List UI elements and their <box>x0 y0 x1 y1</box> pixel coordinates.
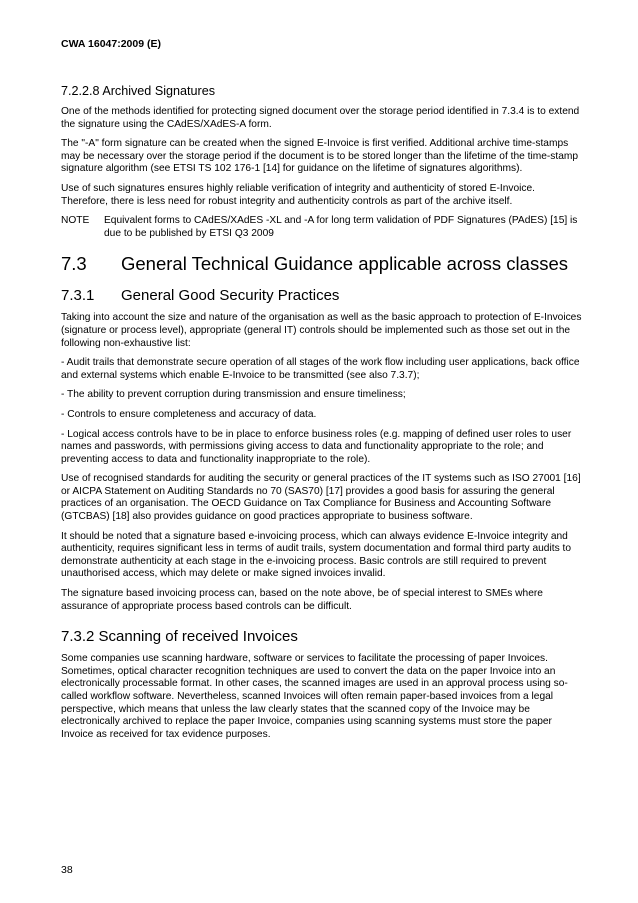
note-text: Equivalent forms to CAdES/XAdES -XL and -A for long term validation of PDF Signatures (PAdES) [15] is due to be published by ETSI Q3 2009 <box>104 215 578 239</box>
list-item-prevent-corruption: - The ability to prevent corruption during transmission and ensure timeliness; <box>61 389 406 401</box>
section-731-paragraph-4: The signature based invoicing process can, based on the note above, be of special interest to SMEs where assurance of appropriate process based controls can be difficult. <box>61 588 543 612</box>
section-731-heading <box>61 286 582 305</box>
list-item-access-controls: - Logical access controls have to be in place to enforce business roles (e.g. mapping of defined user roles to user names and passwords, with permissions giving access to data and functionality appropriate to the role; and preventing access to data and functionality inappropriate to the role). <box>61 428 572 465</box>
section-731-paragraph-1: Taking into account the size and nature of the organisation as well as the basic approach to protection of E-Invoices (signature or process level), appropriate (general IT) controls should be implemented such as those set out in the following non-exhaustive list: <box>61 312 582 349</box>
section-731-paragraph-3: It should be noted that a signature based e-invoicing process, which can always evidence E-Invoice integrity and authenticity, requires significant less in terms of audit trails, system documentation and formal third party audits to demonstrate authenticity at each stage in the e-invoicing process. Basic controls are still required to prevent unauthorised access, which may delete or make signed invoices invalid. <box>61 530 571 580</box>
list-item-completeness: - Controls to ensure completeness and accuracy of data. <box>61 408 317 420</box>
section-731-title: General Good Security Practices <box>121 287 340 305</box>
page-number: 38 <box>61 864 73 876</box>
page-header: CWA 16047:2009 (E) <box>61 38 161 50</box>
note-label: NOTE <box>61 215 90 227</box>
section-732-heading: 7.3.2 Scanning of received Invoices <box>61 628 298 646</box>
section-7228-paragraph-2: The "-A" form signature can be created when the signed E-Invoice is first verified. Additional archive time-stamps may be necessary over the storage period if the document is to be stored longer than the lifetime of the time-stamp signature algorithm (see ETSI TS 102 176-1 [14] for guidance on the lifetime of signatures algorithms). <box>61 138 579 175</box>
section-73-heading <box>61 253 582 275</box>
page-content <box>61 84 582 748</box>
note <box>61 215 582 240</box>
section-7228-heading: 7.2.2.8 Archived Signatures <box>61 84 216 98</box>
section-73-number: 7.3 <box>61 253 87 275</box>
section-73-title: General Technical Guidance applicable across classes <box>121 253 568 275</box>
section-731-paragraph-2: Use of recognised standards for auditing the security or general practices of the IT systems such as ISO 27001 [16] or AICPA Statement on Auditing Standards no 70 (SAS70) [17] provides a good basis for assuring the general practices of an organisation. The OECD Guidance on Tax Compliance for Business and Accounting Software (GTCBAS) [18] also provides guidance on good practices appropriate to business software. <box>61 473 581 523</box>
section-731-number: 7.3.1 <box>61 287 95 305</box>
section-7228-paragraph-1: One of the methods identified for protecting signed document over the storage period identified in 7.3.4 is to extend the signature using the CAdES/XAdES-A form. <box>61 106 580 130</box>
section-7228-paragraph-3: Use of such signatures ensures highly reliable verification of integrity and authenticity of stored E-Invoice. Therefore, there is less need for robust integrity and authenticity controls as part of the archive itself. <box>61 182 535 207</box>
section-732-paragraph-1: Some companies use scanning hardware, software or services to facilitate the processing of paper Invoices. Sometimes, optical character recognition techniques are used to convert the data on the paper Invoice into an electronically processable format. In other cases, the scanned images are used in an approval process using so-called workflow software. Nevertheless, scanned Invoices will often remain paper-based invoices from a legal perspective, which means that unless the law clearly states that the scanned copy of the Invoice may be electronically archived to replace the paper Invoice, companies using scanning systems must store the paper Invoice as received for tax evidence purposes. <box>61 653 568 740</box>
list-item-audit-trails: - Audit trails that demonstrate secure operation of all stages of the work flow including user applications, back office and external systems which enable E-Invoice to be transmitted (see also 7.3.7); <box>61 357 580 381</box>
